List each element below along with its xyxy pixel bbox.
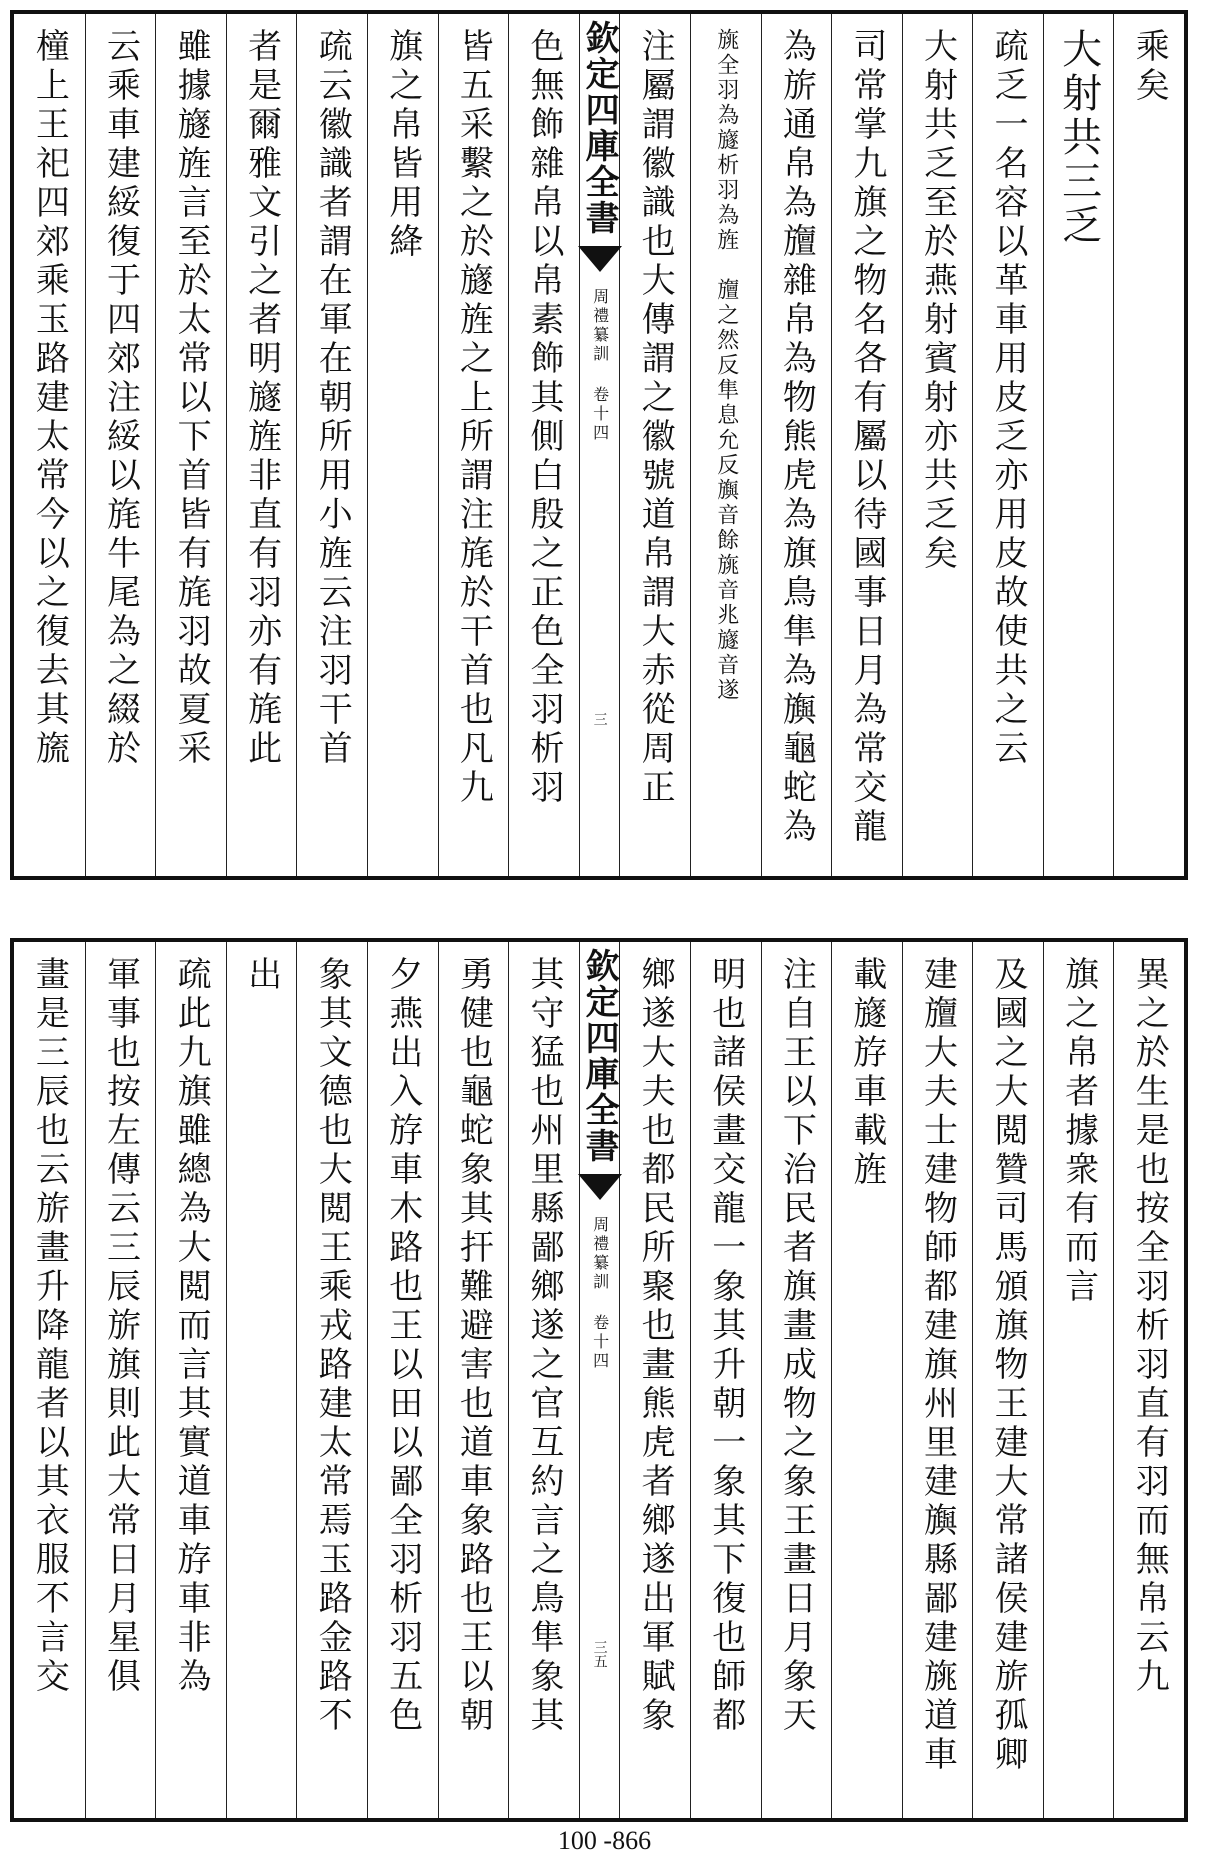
text-column: [367, 14, 438, 876]
column-text: 畫是三辰也云旂畫升降龍者以其衣服不言交: [29, 956, 70, 1697]
column-text: 勇健也龜蛇象其扞難避害也道車象路也王以朝: [453, 956, 494, 1736]
text-column: [508, 14, 579, 876]
column-text: 乘矣: [1129, 28, 1170, 106]
column-text: 疏乏一名容以革車用皮乏亦用皮故使共之云: [988, 28, 1029, 769]
column-text: 出: [241, 956, 282, 995]
text-column: [155, 14, 226, 876]
text-column: [226, 942, 297, 1818]
bottom-columns: [14, 942, 1184, 1818]
text-column: [619, 14, 690, 876]
leaf-number: 三五: [591, 1640, 608, 1668]
top-columns: [14, 14, 1184, 876]
column-text: 者是爾雅文引之者明旞旌非直有羽亦有旄此: [241, 28, 282, 769]
leaf-number: 三: [591, 712, 608, 726]
text-column: [1043, 14, 1114, 876]
text-column: [619, 942, 690, 1818]
text-column: [831, 942, 902, 1818]
text-column: [14, 14, 85, 876]
text-column: [85, 14, 156, 876]
volume-label: 周禮纂訓 卷十四: [590, 1216, 610, 1371]
fish-tail-mark: [578, 246, 622, 272]
text-column: [1043, 942, 1114, 1818]
column-text: 象其文德也大閲王乘戎路建太常焉玉路金路不: [312, 956, 353, 1736]
text-column: [972, 942, 1043, 1818]
center-fold-content: [575, 942, 624, 1818]
text-column: [690, 942, 761, 1818]
column-text: 色無飾雜帛以帛素飾其側白殷之正色全羽析羽: [523, 28, 564, 808]
column-text: 大射共乏至於燕射賓射亦共乏矣: [917, 28, 958, 574]
text-column: [85, 942, 156, 1818]
column-text: 疏此九旗雖總為大閲而言其實道車斿車非為: [171, 956, 212, 1697]
page-number-footer: 100 -866: [557, 1826, 652, 1855]
column-text: 其守猛也州里縣鄙鄉遂之官互約言之鳥隼象其: [523, 956, 564, 1736]
text-column: [761, 942, 832, 1818]
text-column: [14, 942, 85, 1818]
text-column: [902, 14, 973, 876]
volume-label: 周禮纂訓 卷十四: [590, 288, 610, 443]
center-fold-column: [579, 14, 620, 876]
column-text: 大射共三乏: [1055, 28, 1102, 248]
text-column: [761, 14, 832, 876]
column-text: 旗之帛皆用絳: [382, 28, 423, 262]
text-column: [438, 942, 509, 1818]
text-column: [1113, 14, 1184, 876]
text-column: [690, 14, 761, 876]
text-column: [155, 942, 226, 1818]
column-text: 云乘車建綏復于四郊注綏以旄牛尾為之綴於: [100, 28, 141, 769]
text-column: [438, 14, 509, 876]
column-text: 建旜大夫士建物師都建旗州里建旟縣鄙建旐道車: [917, 956, 958, 1775]
column-text: 旐全羽為旞析羽為旌 旜之然反隼息允反旟音餘旐音兆旞音遂: [713, 28, 739, 703]
column-text: 注自王以下治民者旗畫成物之象王畫日月象天: [776, 956, 817, 1736]
book-title: 欽定四庫全書: [579, 948, 620, 1164]
text-column: [226, 14, 297, 876]
column-text: 為旂通帛為旜雜帛為物熊虎為旗鳥隼為旟龜蛇為: [776, 28, 817, 847]
column-text: 司常掌九旗之物名各有屬以待國事日月為常交龍: [846, 28, 887, 847]
column-text: 旗之帛者據衆有而言: [1058, 956, 1099, 1307]
column-text: 鄉遂大夫也都民所聚也畫熊虎者鄉遂出軍賦象: [635, 956, 676, 1736]
column-text: 明也諸侯畫交龍一象其升朝一象其下復也師都: [705, 956, 746, 1736]
text-column: [902, 942, 973, 1818]
text-column: [367, 942, 438, 1818]
column-text: 注屬謂徽識也大傳謂之徽號道帛謂大赤從周正: [635, 28, 676, 808]
top-page-panel: [10, 10, 1188, 880]
column-text: 皆五采繫之於旞旌之上所謂注旄於干首也凡九: [453, 28, 494, 808]
column-text: 夕燕出入斿車木路也王以田以鄙全羽析羽五色: [382, 956, 423, 1736]
bottom-page-panel: [10, 938, 1188, 1822]
center-fold-content: [575, 14, 624, 876]
column-text: 橦上王祀四郊乘玉路建太常今以之復去其旒: [29, 28, 70, 769]
fish-tail-mark: [578, 1174, 622, 1200]
text-column: [508, 942, 579, 1818]
center-fold-column: [579, 942, 620, 1818]
text-column: [296, 14, 367, 876]
column-text: 及國之大閲贊司馬頒旗物王建大常諸侯建旂孤卿: [988, 956, 1029, 1775]
column-text: 疏云徽識者謂在軍在朝所用小旌云注羽干首: [312, 28, 353, 769]
column-text: 異之於生是也按全羽析羽直有羽而無帛云九: [1129, 956, 1170, 1697]
text-column: [831, 14, 902, 876]
column-text: 載旞斿車載旌: [846, 956, 887, 1190]
book-title: 欽定四庫全書: [579, 20, 620, 236]
text-column: [972, 14, 1043, 876]
text-column: [1113, 942, 1184, 1818]
column-text: 雖據旞旌言至於太常以下首皆有旄羽故夏采: [171, 28, 212, 769]
column-text: 軍事也按左傳云三辰旂旗則此大常日月星俱: [100, 956, 141, 1697]
text-column: [296, 942, 367, 1818]
